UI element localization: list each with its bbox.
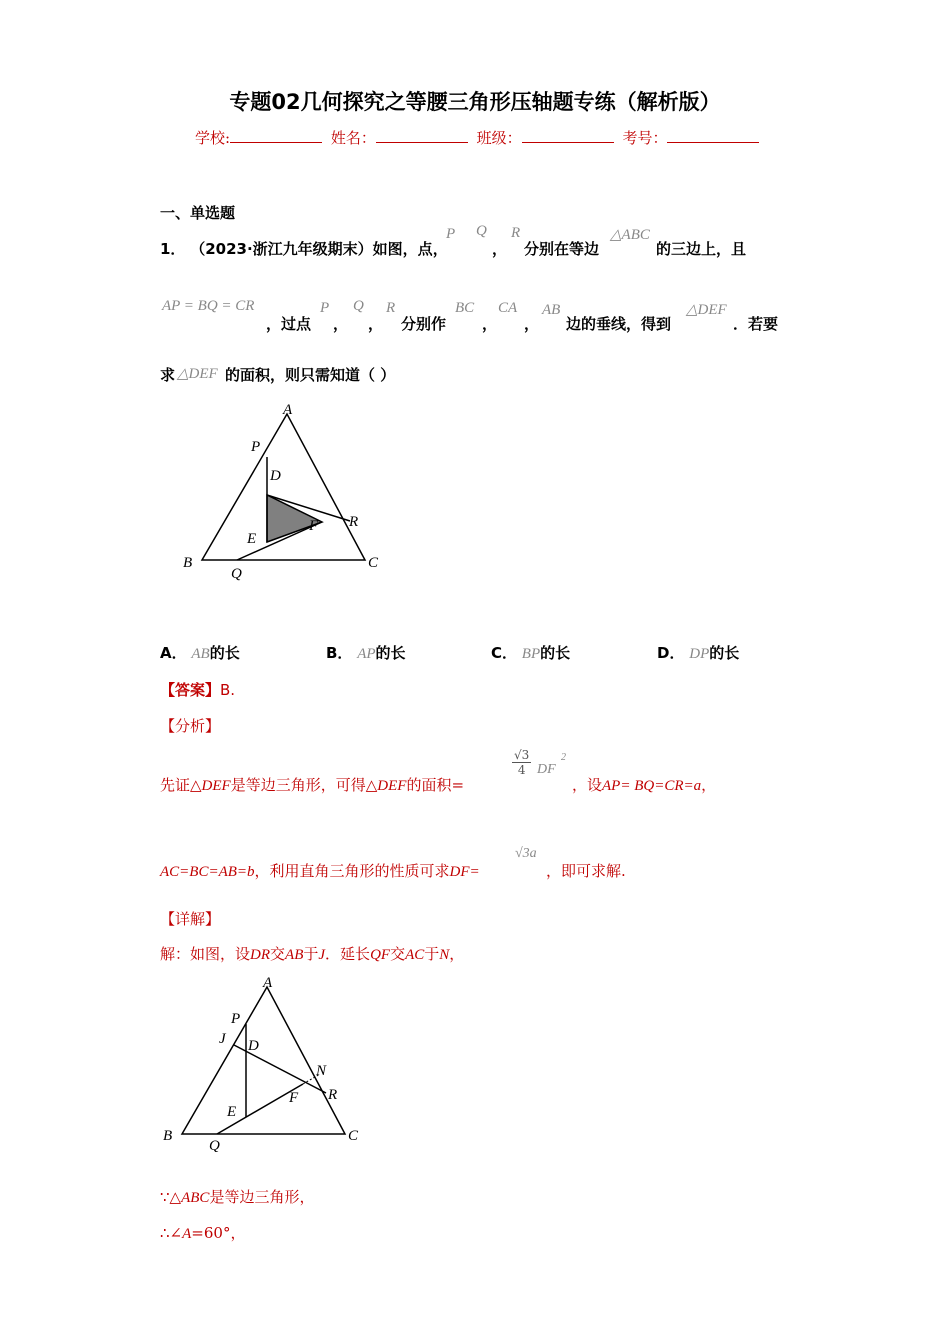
- math-r: R: [511, 225, 521, 241]
- text: 是等边三角形，可得△: [230, 776, 378, 794]
- analysis-line-1: [160, 774, 464, 795]
- exam-no-blank: [667, 128, 759, 143]
- label-e: E: [247, 531, 257, 547]
- question-text: ，: [492, 240, 508, 258]
- label-q: Q: [231, 566, 242, 582]
- label-r: R: [328, 1087, 338, 1103]
- math-ap-bq-cr: AP = BQ = CR: [162, 298, 255, 314]
- page-title: 专题02几何探究之等腰三角形压轴题专练（解析版）: [229, 90, 721, 114]
- math-sqrt3a: √3a: [515, 846, 537, 861]
- option-suffix: 的长: [709, 644, 740, 662]
- question-text: 的三边上，且: [656, 240, 747, 258]
- math-ab: AB: [542, 302, 561, 318]
- question-text: ，: [524, 315, 540, 333]
- option-letter: D．: [657, 644, 685, 662]
- text: 先证△: [160, 776, 202, 794]
- text: 的面积=: [406, 776, 465, 794]
- question-text: 的面积，则只需知道（ ）: [225, 366, 396, 384]
- name-blank: [376, 128, 468, 143]
- option-b[interactable]: [326, 642, 406, 663]
- answer-value: B.: [220, 681, 236, 699]
- figure-2-triangle: [155, 972, 370, 1152]
- question-text: ，过点: [266, 315, 312, 333]
- answer-label: 【答案】: [160, 681, 221, 699]
- proof-line-2: [160, 1222, 245, 1243]
- figure-1-triangle: [175, 400, 390, 585]
- text: 于: [424, 945, 440, 963]
- label-b: B: [183, 555, 193, 571]
- class-blank: [522, 128, 614, 143]
- question-text: 分别作: [401, 315, 447, 333]
- var-def: DEF: [201, 778, 231, 794]
- label-j: J: [219, 1031, 226, 1047]
- answer-line: [160, 679, 235, 700]
- exam-no-label: 考号：: [622, 129, 668, 147]
- text: =60°，: [191, 1224, 246, 1242]
- analysis-line-2: [160, 860, 480, 881]
- math-p: P: [446, 226, 456, 242]
- text: 是等边三角形，: [209, 1188, 315, 1206]
- question-line-1: [160, 238, 448, 259]
- var-ab: AB: [285, 947, 304, 963]
- var-ap-eq: AP= BQ=CR=a: [602, 778, 702, 794]
- var-abc: ABC: [181, 1190, 210, 1206]
- text: 解：如图，设: [160, 945, 251, 963]
- label-e: E: [227, 1104, 237, 1120]
- symbol: ∴∠: [160, 1224, 183, 1242]
- text: 于: [303, 945, 319, 963]
- question-text: 边的垂线，得到: [566, 315, 672, 333]
- label-q: Q: [209, 1138, 220, 1152]
- question-text: ．若要: [733, 315, 779, 333]
- question-number: 1．: [160, 240, 186, 258]
- option-letter: A．: [160, 644, 187, 662]
- detail-label: [160, 908, 220, 929]
- text: 交: [390, 945, 406, 963]
- var-a: A: [182, 1226, 192, 1242]
- label-f: F: [309, 518, 319, 534]
- label-p: P: [231, 1011, 241, 1027]
- option-suffix: 的长: [375, 644, 406, 662]
- school-label: 学校:: [195, 129, 231, 147]
- option-letter: B．: [326, 644, 353, 662]
- option-var: AP: [357, 646, 376, 662]
- question-source: （2023·浙江九年级期末）: [190, 240, 373, 258]
- var-qf: QF: [370, 947, 391, 963]
- label-d: D: [248, 1038, 259, 1054]
- text: ，: [449, 945, 465, 963]
- analysis-label: [160, 715, 220, 736]
- math-triangle-def: △DEF: [177, 366, 218, 382]
- var-n: N: [439, 947, 450, 963]
- var-def: DEF: [377, 778, 407, 794]
- analysis-line-2-tail: ，即可求解.: [546, 862, 626, 880]
- option-suffix: 的长: [540, 644, 571, 662]
- analysis-line-1-tail: [572, 774, 716, 795]
- text: ．延长: [325, 945, 371, 963]
- text: 交: [270, 945, 286, 963]
- option-var: DP: [689, 646, 710, 662]
- label-a: A: [263, 975, 273, 991]
- option-letter: C．: [491, 644, 518, 662]
- proof-line-1: [160, 1186, 314, 1207]
- option-a[interactable]: [160, 642, 240, 663]
- analysis-label-text: 【分析】: [160, 717, 221, 735]
- question-text: 如图，点: [372, 240, 433, 258]
- name-label: 姓名：: [330, 129, 376, 147]
- question-text: ，: [368, 315, 384, 333]
- math-triangle-abc: △ABC: [610, 227, 650, 243]
- question-text: ，: [333, 315, 349, 333]
- question-text: ，: [432, 240, 448, 258]
- var-dr: DR: [250, 947, 271, 963]
- fraction-numerator: √3: [514, 748, 530, 762]
- label-p: P: [251, 439, 261, 455]
- text: ，: [701, 776, 717, 794]
- label-a: A: [283, 402, 293, 418]
- math-bc: BC: [455, 300, 475, 316]
- label-n: N: [316, 1063, 327, 1079]
- section-heading: 一、单选题: [160, 204, 236, 222]
- math-r: R: [386, 300, 396, 316]
- question-text: ，: [482, 315, 498, 333]
- question-text: 分别在等边: [524, 240, 600, 258]
- math-q: Q: [353, 298, 364, 314]
- option-var: AB: [191, 646, 210, 662]
- question-text: 求: [160, 366, 176, 384]
- math-p: P: [320, 300, 330, 316]
- label-f: F: [289, 1090, 299, 1106]
- math-triangle-def: △DEF: [686, 302, 727, 318]
- student-info-line: [195, 127, 763, 148]
- var-ac: AC: [405, 947, 425, 963]
- school-blank: [230, 128, 322, 143]
- label-r: R: [349, 514, 359, 530]
- math-df: DF: [537, 762, 556, 777]
- math-ca: CA: [498, 300, 518, 316]
- class-label: 班级：: [476, 129, 522, 147]
- label-b: B: [163, 1128, 173, 1144]
- symbol: ∵△: [160, 1188, 182, 1206]
- text: ，设: [572, 776, 603, 794]
- detail-line-1: [160, 943, 464, 964]
- option-suffix: 的长: [209, 644, 240, 662]
- text: ，利用直角三角形的性质可求: [254, 862, 450, 880]
- label-d: D: [270, 468, 281, 484]
- math-q: Q: [476, 223, 487, 239]
- fraction-sqrt3-over-4: [512, 748, 531, 777]
- math-superscript-2: 2: [561, 752, 566, 763]
- fraction-denominator: 4: [517, 763, 526, 777]
- label-c: C: [368, 555, 379, 571]
- option-var: BP: [521, 646, 541, 662]
- var-df: DF=: [449, 864, 480, 880]
- option-d[interactable]: [657, 642, 739, 663]
- var-ac-bc-ab: AC=BC=AB=b: [160, 864, 255, 880]
- var-j: J: [318, 947, 326, 963]
- detail-label-text: 【详解】: [160, 910, 221, 928]
- option-c[interactable]: [491, 642, 570, 663]
- label-c: C: [348, 1128, 359, 1144]
